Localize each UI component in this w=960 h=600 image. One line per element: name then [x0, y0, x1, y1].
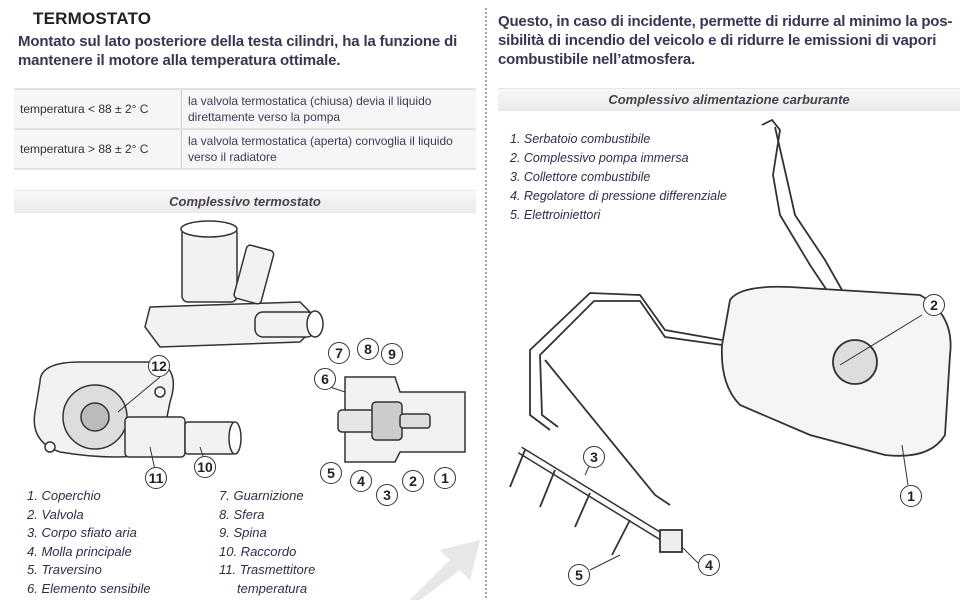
- legend-item: 2. Valvola: [27, 506, 84, 522]
- legend-column-1: [27, 487, 151, 598]
- legend-item: 9. Spina: [219, 525, 267, 540]
- legend-item: 6. Elemento sensibile: [27, 580, 151, 596]
- callout-3: 3: [376, 484, 398, 506]
- legend-item: 5. Traversino: [27, 562, 102, 577]
- figure-caption: Complessivo termostato: [14, 190, 476, 213]
- callout-7: 7: [328, 342, 350, 364]
- section-title: TERMOSTATO: [33, 9, 152, 28]
- callout-5: 5: [320, 462, 342, 484]
- thermostat-illustration: [0, 212, 482, 487]
- fuel-system-illustration: [490, 115, 960, 598]
- fuel-column: [490, 0, 960, 598]
- callout-6: 6: [314, 368, 336, 390]
- legend-item: 4. Regolatore di pressione differenziale: [510, 189, 727, 203]
- callout-11: 11: [145, 467, 167, 489]
- column-divider: [485, 8, 487, 598]
- callout-8: 8: [357, 338, 379, 360]
- legend-item: 1. Serbatoio combustibile: [510, 132, 651, 146]
- figure-caption: Complessivo alimentazione carburante: [498, 88, 960, 111]
- callout-1: 1: [900, 485, 922, 507]
- callout-2: 2: [923, 294, 945, 316]
- watermark-arrow-icon: [400, 540, 480, 600]
- table-row: [14, 129, 476, 169]
- legend-item: 7. Guarnizione: [219, 488, 304, 503]
- table-row: [14, 89, 476, 129]
- legend-item: 2. Complessivo pompa immersa: [510, 151, 689, 165]
- condition-cell: temperatura < 88 ± 2° C: [14, 89, 182, 129]
- thermostat-description: Montato sul lato posteriore della testa cilindri, ha la funzione di mantenere il motore alla temperatura ottimale.: [18, 33, 458, 69]
- legend-item: 10. Raccordo: [219, 543, 297, 559]
- legend-item: 5. Elettroiniettori: [510, 208, 601, 222]
- fuel-description: Questo, in caso di incidente, permette di ridurre al minimo la pos-sibilità di incendio del veicolo e di ridurre le emissioni di vapori combustibile nell’atmosfera.: [498, 13, 953, 68]
- callout-5: 5: [568, 564, 590, 586]
- legend-item: 3. Collettore combustibile: [510, 170, 651, 184]
- callout-1: 1: [434, 467, 456, 489]
- description-cell: la valvola termostatica (aperta) convoglia il liquido verso il radiatore: [182, 129, 477, 169]
- legend-item: 1. Coperchio: [27, 488, 101, 503]
- callout-2: 2: [402, 470, 424, 492]
- legend-item: 8. Sfera: [219, 506, 265, 522]
- callout-12: 12: [148, 355, 170, 377]
- legend-item: 4. Molla principale: [27, 543, 132, 559]
- description-cell: la valvola termostatica (chiusa) devia il liquido direttamente verso la pompa: [182, 89, 477, 129]
- condition-cell: temperatura > 88 ± 2° C: [14, 129, 182, 169]
- callout-9: 9: [381, 343, 403, 365]
- callout-10: 10: [194, 456, 216, 478]
- legend-item: 11. Trasmettitore: [219, 562, 316, 577]
- temperature-table: [14, 88, 476, 170]
- legend-column-2: [219, 487, 315, 598]
- callout-3: 3: [583, 446, 605, 468]
- callout-4: 4: [698, 554, 720, 576]
- callout-4: 4: [350, 470, 372, 492]
- legend-item: temperatura: [237, 580, 308, 596]
- legend-item: 3. Corpo sfiato aria: [27, 525, 137, 540]
